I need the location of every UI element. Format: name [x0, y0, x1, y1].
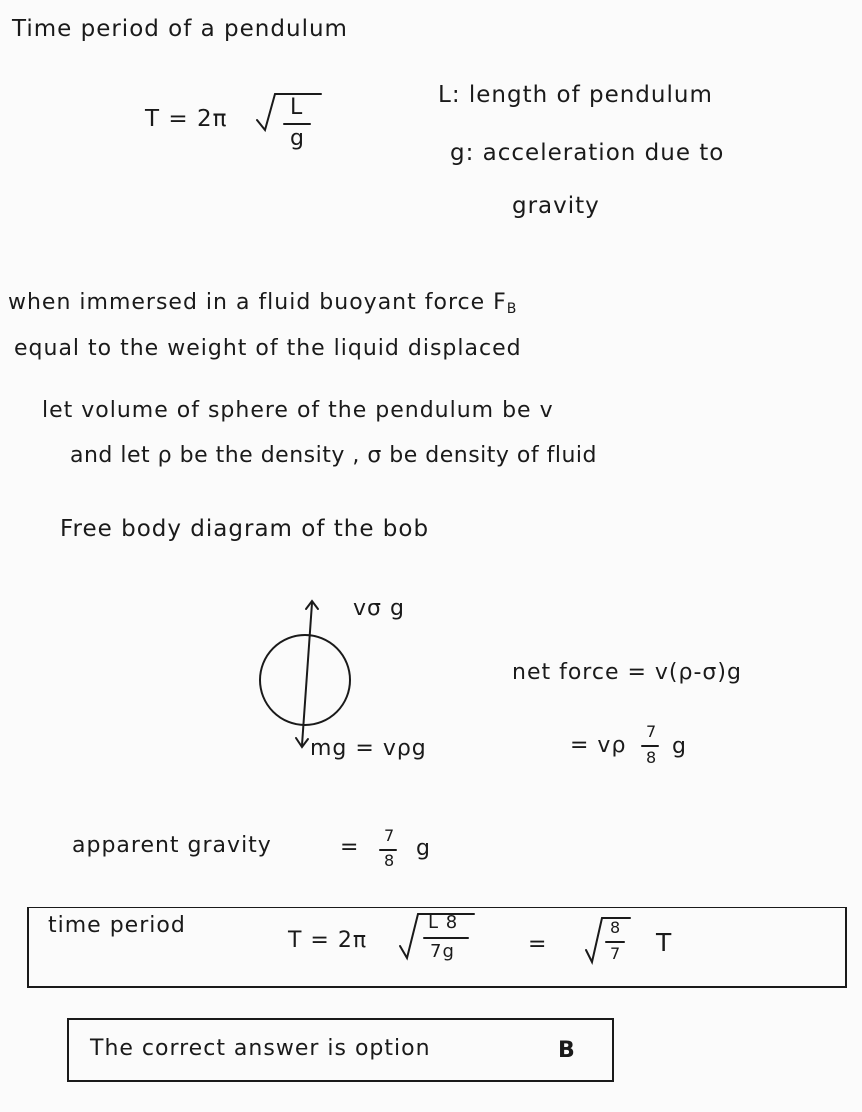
formula-denominator: g	[290, 126, 305, 151]
apparent-gravity-frac-den: 8	[384, 851, 396, 870]
net-force-line2-prefix: = vρ	[570, 733, 627, 758]
net-force-frac-num: 7	[646, 722, 658, 741]
time-period-rhs-T: T	[656, 928, 673, 957]
net-force-line2-suffix: g	[672, 734, 687, 759]
time-period-frac-bar	[424, 936, 470, 940]
apparent-gravity-eq: =	[340, 835, 360, 860]
net-force-line1: net force = v(ρ-σ)g	[512, 660, 742, 685]
formula-lhs: T = 2π	[145, 106, 228, 132]
assumption-line1: let volume of sphere of the pendulum be v	[42, 398, 554, 423]
assumption-line2: and let ρ be the density , σ be density of fluid	[70, 443, 598, 468]
fbd-down-force: mg = vρg	[310, 736, 427, 761]
time-period-rhs-num: 8	[610, 918, 622, 937]
time-period-label: time period	[48, 913, 186, 938]
buoyancy-line1	[8, 292, 517, 316]
buoyancy-subscript: B	[506, 301, 518, 317]
buoyancy-line2: equal to the weight of the liquid displaced	[14, 336, 522, 361]
time-period-denominator: 7g	[430, 941, 455, 962]
definition-gravity-line2: gravity	[512, 193, 600, 219]
answer-text: The correct answer is option	[90, 1036, 431, 1061]
apparent-gravity-suffix: g	[416, 836, 431, 861]
fbd-up-force: vσ g	[353, 596, 405, 621]
time-period-eq: =	[528, 932, 548, 957]
buoyancy-line1-text: when immersed in a fluid buoyant force F	[8, 290, 507, 315]
apparent-gravity-frac-num: 7	[384, 826, 396, 845]
fbd-title: Free body diagram of the bob	[60, 516, 430, 542]
time-period-lhs: T = 2π	[288, 928, 368, 953]
apparent-gravity-label: apparent gravity	[72, 833, 272, 858]
net-force-frac-den: 8	[646, 748, 658, 767]
formula-numerator: L	[290, 95, 304, 120]
definition-gravity-line1: g: acceleration due to	[450, 140, 725, 166]
heading: Time period of a pendulum	[12, 16, 348, 42]
time-period-numerator: L 8	[428, 912, 459, 933]
time-period-rhs-sqrt-sign	[584, 916, 634, 972]
definition-length: L: length of pendulum	[438, 82, 713, 108]
answer-option: B	[558, 1038, 576, 1063]
time-period-rhs-den: 7	[610, 944, 622, 963]
